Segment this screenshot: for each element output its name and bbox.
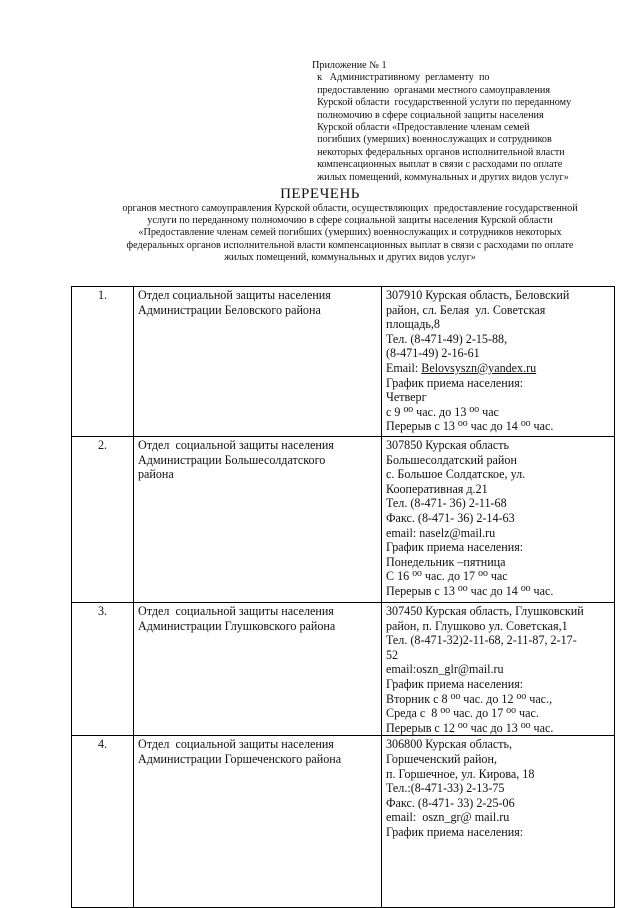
reception-schedule: График приема населения: Четверг с 9 ⁰⁰ час. до 13 ⁰⁰ час Перерыв с 13 ⁰⁰ час до 14 ⁰⁰ час.: [386, 375, 554, 434]
organization-contacts: [382, 287, 615, 437]
organization-name: Отдел социальной защиты населения Администрации Глушковского района: [134, 603, 382, 736]
document-subtitle: органов местного самоуправления Курской области, осуществляющих предоставление государственной услуги по переданному полномочию в сфере социальной защиты населения Курской области «Предоставление членам семей погибших (умерших) военнослужащих и сотрудников некоторых федеральных органов исполнительной власти компенсационных выплат в связи с расходами по оплате жилых помещений, коммунальных и других видов услуг»: [122, 203, 578, 263]
row-number: 2.: [72, 437, 134, 603]
organization-name: Отдел социальной защиты населения Администрации Большесолдатского района: [134, 437, 382, 603]
table-row: [72, 437, 615, 603]
row-number: 3.: [72, 603, 134, 736]
organization-name: Отдел социальной защиты населения Администрации Беловского района: [134, 287, 382, 437]
row-number: 4.: [72, 736, 134, 908]
table-row: [72, 736, 615, 908]
organization-contacts: 307450 Курская область, Глушковский район, п. Глушково ул. Советская,1 Тел. (8-471-32)2-11-68, 2-11-87, 2-17- 52 email:oszn_glr@mail.ru График приема населения: Вторник с 8 ⁰⁰ час. до 12 ⁰⁰ час., Среда с 8 ⁰⁰ час. до 17 ⁰⁰ час. Перерыв с 12 ⁰⁰ час до 13 ⁰⁰ час.: [382, 603, 615, 736]
table-row: [72, 287, 615, 437]
organization-name: Отдел социальной защиты населения Администрации Горшеченского района: [134, 736, 382, 908]
organization-contacts: 307850 Курская область Большесолдатский район с. Большое Солдатское, ул. Кооперативная д.21 Тел. (8-471- 36) 2-11-68 Факс. (8-471- 36) 2-14-63 email: naselz@mail.ru График приема населения: Понедельник –пятница С 16 ⁰⁰ час. до 17 ⁰⁰ час Перерыв с 13 ⁰⁰ час до 14 ⁰⁰ час.: [382, 437, 615, 603]
row-number: 1.: [72, 287, 134, 437]
appendix-header: Приложение № 1 к Административному регламенту по предоставлению органами местного самоуправления Курской области государственной услуги по переданному полномочию в сфере социальной защиты населения Курской области «Предоставление членам семей погибших (умерших) военнослужащих и сотрудников некоторых федеральных органов исполнительной власти компенсационных выплат в связи с расходами по оплате жилых помещений, коммунальных и других видов услуг»: [312, 60, 572, 183]
email-link[interactable]: Belovsyszn@yandex.ru: [421, 360, 537, 375]
contacts-text: 307910 Курская область, Беловский район, сл. Белая ул. Советская площадь,8 Тел. (8-471-49) 2-15-88, (8-471-49) 2-16-61 Email:: [386, 288, 570, 375]
document-title: ПЕРЕЧЕНЬ: [280, 186, 360, 202]
organizations-table: [71, 286, 615, 908]
organization-contacts: 306800 Курская область, Горшеченский район, п. Горшечное, ул. Кирова, 18 Тел.:(8-471-33) 2-13-75 Факс. (8-471- 33) 2-25-06 email: oszn_gr@ mail.ru График приема населения:: [382, 736, 615, 908]
table-row: [72, 603, 615, 736]
